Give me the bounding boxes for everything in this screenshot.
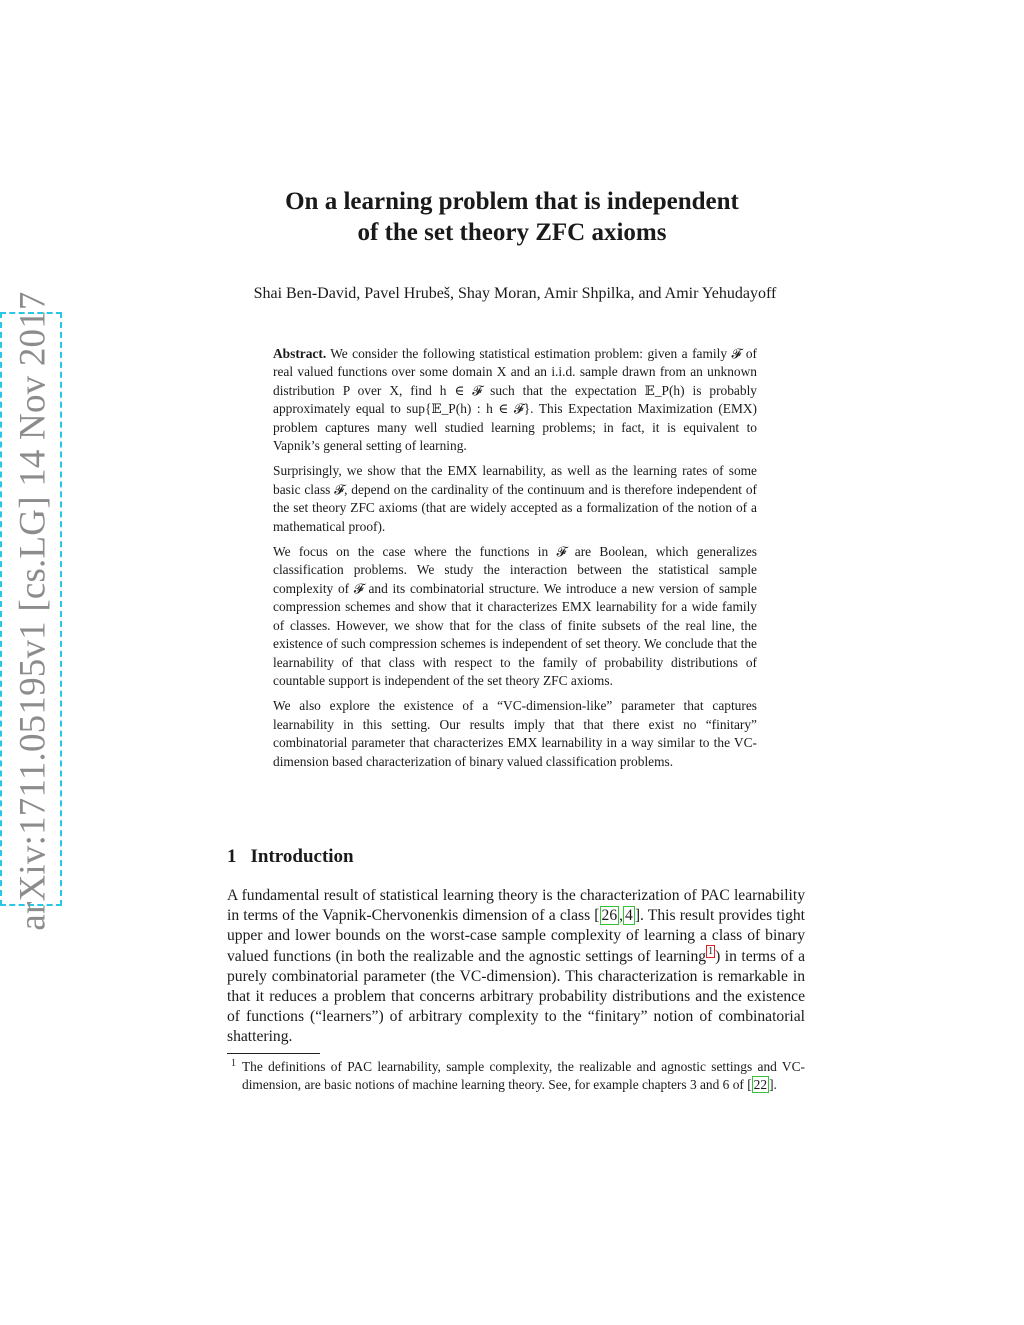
abstract [273,345,757,778]
title-line-2: of the set theory ZFC axioms [357,219,667,246]
citation-link[interactable]: 26 [601,907,618,925]
footnote-divider [227,1053,320,1054]
section-number: 1 [227,846,237,867]
section-title: Introduction [250,846,354,867]
arxiv-identifier: arXiv:1711.05195v1 [cs.LG] 14 Nov 2017 [12,291,54,931]
footnote-link[interactable]: 1 [708,946,714,958]
footnote-number: 1 [231,1058,236,1069]
introduction-paragraph [227,886,805,1048]
paper-title [0,186,1024,248]
abstract-paragraph-4: We also explore the existence of a “VC-dimension-like” parameter that captures learnability in this setting. Our results imply that that there exist no “finitary” combinatorial parameter that characterizes EMX learnability in a way similar to the VC-dimension based characterization of binary valued classification problems. [273,698,757,769]
citation-link[interactable]: 22 [753,1077,768,1093]
abstract-text-1: We consider the following statistical estimation problem: given a family 𝓕 of real valued functions over some domain X and an i.i.d. sample drawn from an unknown distribution P over X, find h ∈ 𝓕 such that the expectation 𝔼_P(h) is probably approximately equal to sup{𝔼_P(h) : h ∈ 𝓕}. This Expectation Maximization (EMX) problem captures many well studied learning problems; in fact, it is equivalent to Vapnik’s general setting of learning. [273,346,757,454]
title-line-1: On a learning problem that is independent [285,188,739,215]
footnote-body [242,1058,805,1095]
intro-text-1: A fundamental result of statistical learning theory is the characterization of PAC learnability in terms of the Vapnik-Chervonenkis dimension of a class [ [227,887,805,925]
abstract-paragraph-3: We focus on the case where the functions in 𝓕 are Boolean, which generalizes classification problems. We study the interaction between the statistical sample complexity of 𝓕 and its combinatorial structure. We introduce a new version of sample compression schemes and show that it characterizes EMX learnability for a wide family of classes. However, we show that for the class of finite subsets of the real line, the existence of such compression schemes is independent of set theory. We conclude that the learnability of that class with respect to the family of probability distributions of countable support is independent of the set theory ZFC axioms. [273,544,757,688]
abstract-label: Abstract. [273,346,327,361]
citation-separator: , [619,907,624,925]
abstract-paragraph-2: Surprisingly, we show that the EMX learnability, as well as the learning rates of some basic class 𝓕, depend on the cardinality of the continuum and is therefore independent of the set theory ZFC axioms (that are widely accepted as a formalization of the notion of a mathematical proof). [273,463,757,534]
abstract-paragraph-1 [273,345,757,455]
section-heading [227,846,354,868]
arxiv-stamp [0,291,62,931]
citation-link[interactable]: 4 [625,907,633,925]
intro-text-2: ]. This result provides tight upper and lower bounds on the worst-case sample complexity of learning a class of binary valued functions (in both the realizable and the agnostic settings of learning [227,907,805,965]
intro-text-3: ) in terms of a purely combinatorial parameter (the VC-dimension). This characterization is remarkable in that it reduces a problem that concerns arbitrary probability distributions and the existence of functions (“learners”) of arbitrary complexity to the “finitary” notion of combinatorial shattering. [227,947,805,1046]
footnote-text: The definitions of PAC learnability, sample complexity, the realizable and agnostic settings and VC-dimension, are basic notions of machine learning theory. See, for example chapters 3 and 6 of [ [242,1059,805,1093]
authors: Shai Ben-David, Pavel Hrubeš, Shay Moran, Amir Shpilka, and Amir Yehudayoff [253,285,777,302]
footnote [227,1058,805,1095]
footnote-text-end: ]. [769,1077,777,1093]
introduction-body [227,886,805,1048]
